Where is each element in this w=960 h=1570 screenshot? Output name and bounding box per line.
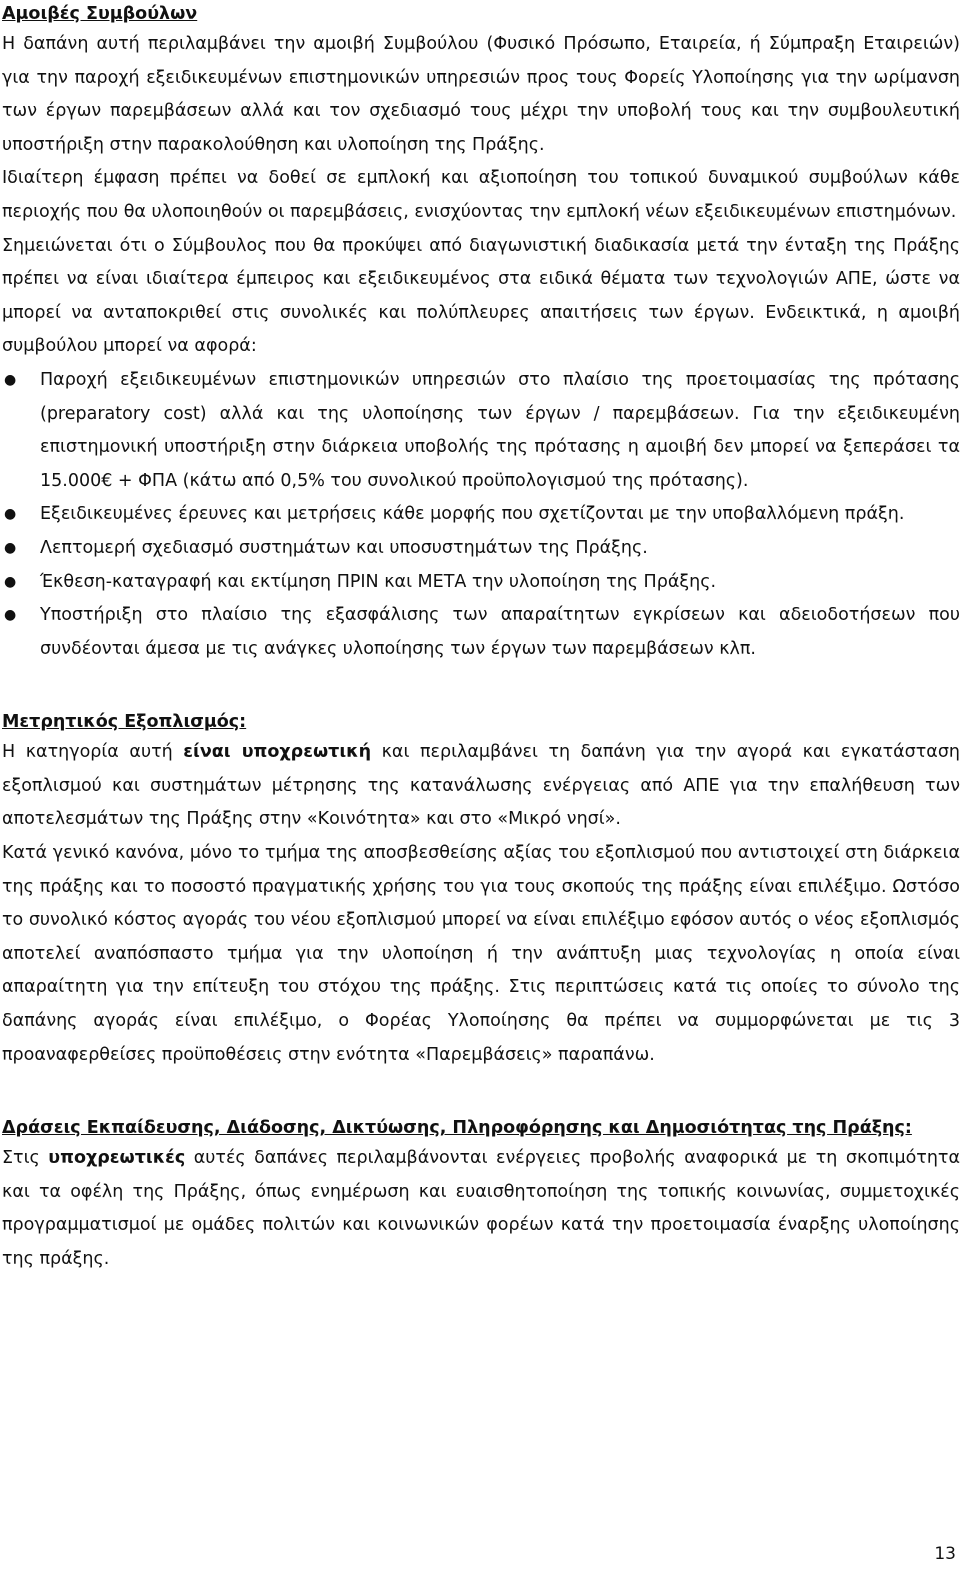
page-number: 13: [934, 1544, 956, 1564]
section-title-consultant-fees: Αμοιβές Συμβούλων: [2, 4, 198, 24]
list-item: [2, 498, 960, 532]
list-item-text: Εξειδικευμένες έρευνες και μετρήσεις κάθε μορφής που σχετίζονται με την υποβαλλόμενη πράξη.: [40, 504, 905, 525]
section-title-measuring-equipment: Μετρητικός Εξοπλισμός:: [2, 712, 247, 733]
paragraph: Ιδιαίτερη έμφαση πρέπει να δοθεί σε εμπλοκή και αξιοποίηση του τοπικού δυναμικού συμβούλων κάθε περιοχής που θα υλοποιηθούν οι παρεμβάσεις, ενισχύοντας την εμπλοκή νέων εξειδικευμένων επιστημόνων.: [2, 168, 960, 222]
paragraph-text: και περιλαμβάνει τη δαπάνη για την αγορά και εγκατάσταση εξοπλισμού και συστημάτων μέτρησης της κατανάλωσης ενέργειας από ΑΠΕ για την επαλήθευση των αποτελεσμάτων της Πράξης στην «Κοινότητα» και στο «Μικρό νησί».: [2, 742, 960, 830]
list-item: [2, 599, 960, 666]
section-training-publicity: [2, 1114, 960, 1276]
list-item: [2, 364, 960, 498]
list-item: [2, 532, 960, 566]
section-measuring-equipment: [2, 708, 960, 1072]
list-item-text: Έκθεση-καταγραφή και εκτίμηση ΠΡΙΝ και ΜΕΤΑ την υλοποίηση της Πράξης.: [40, 571, 717, 592]
list-item-text: Λεπτομερή σχεδιασμό συστημάτων και υποσυστημάτων της Πράξης.: [40, 537, 648, 558]
section-spacer: [2, 1072, 960, 1114]
list-item-text: Υποστήριξη στο πλαίσιο της εξασφάλισης των απαραίτητων εγκρίσεων και αδειοδοτήσεων που συνδέονται άμεσα με τις ανάγκες υλοποίησης των έργων των παρεμβάσεων κλπ.: [40, 605, 960, 659]
list-item: [2, 566, 960, 600]
section-spacer: [2, 666, 960, 708]
bullet-icon: ●: [4, 607, 17, 624]
bullet-icon: ●: [4, 539, 17, 556]
bullet-icon: ●: [4, 506, 17, 523]
paragraph: [2, 736, 960, 837]
paragraph-text: αυτές δαπάνες περιλαμβάνονται ενέργειες προβολής αναφορικά με τη σκοπιμότητα και τα οφέλη της Πράξης, όπως ενημέρωση και ευαισθητοποίηση της τοπικής κοινωνίας, συμμετοχικές προγραμματισμοί με ομάδες πολιτών και κοινωνικών φορέων κατά την προετοιμασία έναρξης υλοποίησης της πράξης.: [2, 1148, 960, 1269]
paragraph-text: Στις: [2, 1148, 49, 1169]
bullet-list: [2, 364, 960, 666]
paragraph: Η δαπάνη αυτή περιλαμβάνει την αμοιβή Συμβούλου (Φυσικό Πρόσωπο, Εταιρεία, ή Σύμπραξη Εταιρειών) για την παροχή εξειδικευμένων επιστημονικών υπηρεσιών προς τους Φορείς Υλοποίησης για την ωρίμανση των έργων παρεμβάσεων αλλά και τον σχεδιασμό τους μέχρι την υποβολή τους και την συμβουλευτική υποστήριξη στην παρακολούθηση και υλοποίηση της Πράξης.: [2, 34, 960, 155]
paragraph: [2, 1142, 960, 1276]
bullet-icon: ●: [4, 573, 17, 590]
section-title-training-publicity: Δράσεις Εκπαίδευσης, Διάδοσης, Δικτύωσης, Πληροφόρησης και Δημοσιότητας της Πράξης:: [2, 1118, 912, 1139]
bullet-icon: ●: [4, 371, 17, 388]
emphasis-text: είναι υποχρεωτική: [183, 742, 372, 763]
section-consultant-fees: [2, 0, 960, 666]
paragraph: Σημειώνεται ότι ο Σύμβουλος που θα προκύψει από διαγωνιστική διαδικασία μετά την ένταξη της Πράξης πρέπει να είναι ιδιαίτερα έμπειρος και εξειδικευμένος στα ειδικά θέματα των τεχνολογιών ΑΠΕ, ώστε να μπορεί να ανταποκριθεί στις συνολικές και πολύπλευρες απαιτήσεις των έργων. Ενδεικτικά, η αμοιβή συμβούλου μπορεί να αφορά:: [2, 235, 960, 357]
paragraph-text: Η κατηγορία αυτή: [2, 742, 184, 763]
emphasis-text: υποχρεωτικές: [48, 1148, 186, 1169]
paragraph: Κατά γενικό κανόνα, μόνο το τμήμα της αποσβεσθείσης αξίας του εξοπλισμού που αντιστοιχεί στη διάρκεια της πράξης και το ποσοστό πραγματικής χρήσης του για τους σκοπούς της πράξης είναι επιλέξιμο. Ωστόσο το συνολικό κόστος αγοράς του νέου εξοπλισμού μπορεί να είναι επιλέξιμο εφόσον αυτός ο νέος εξοπλισμός αποτελεί αναπόσπαστο τμήμα για την υλοποίηση ή την ανάπτυξη μιας τεχνολογίας η οποία είναι απαραίτητη για την επίτευξη του στόχου της πράξης. Στις περιπτώσεις κατά τις οποίες το σύνολο της δαπάνης αγοράς είναι επιλέξιμο, ο Φορέας Υλοποίησης θα πρέπει να συμμορφώνεται με τις 3 προαναφερθείσες προϋποθέσεις στην ενότητα «Παρεμβάσεις» παραπάνω.: [2, 843, 960, 1065]
list-item-text: Παροχή εξειδικευμένων επιστημονικών υπηρεσιών στο πλαίσιο της προετοιμασίας της πρότασης (preparatory cost) αλλά και της υλοποίησης των έργων / παρεμβάσεων. Για την εξειδικευμένη επιστημονική υποστήριξη στην διάρκεια υποβολής της πρότασης η αμοιβή δεν μπορεί να ξεπεράσει τα 15.000€ + ΦΠΑ (κάτω από 0,5% του συνολικού προϋπολογισμού της πρότασης).: [40, 369, 960, 491]
